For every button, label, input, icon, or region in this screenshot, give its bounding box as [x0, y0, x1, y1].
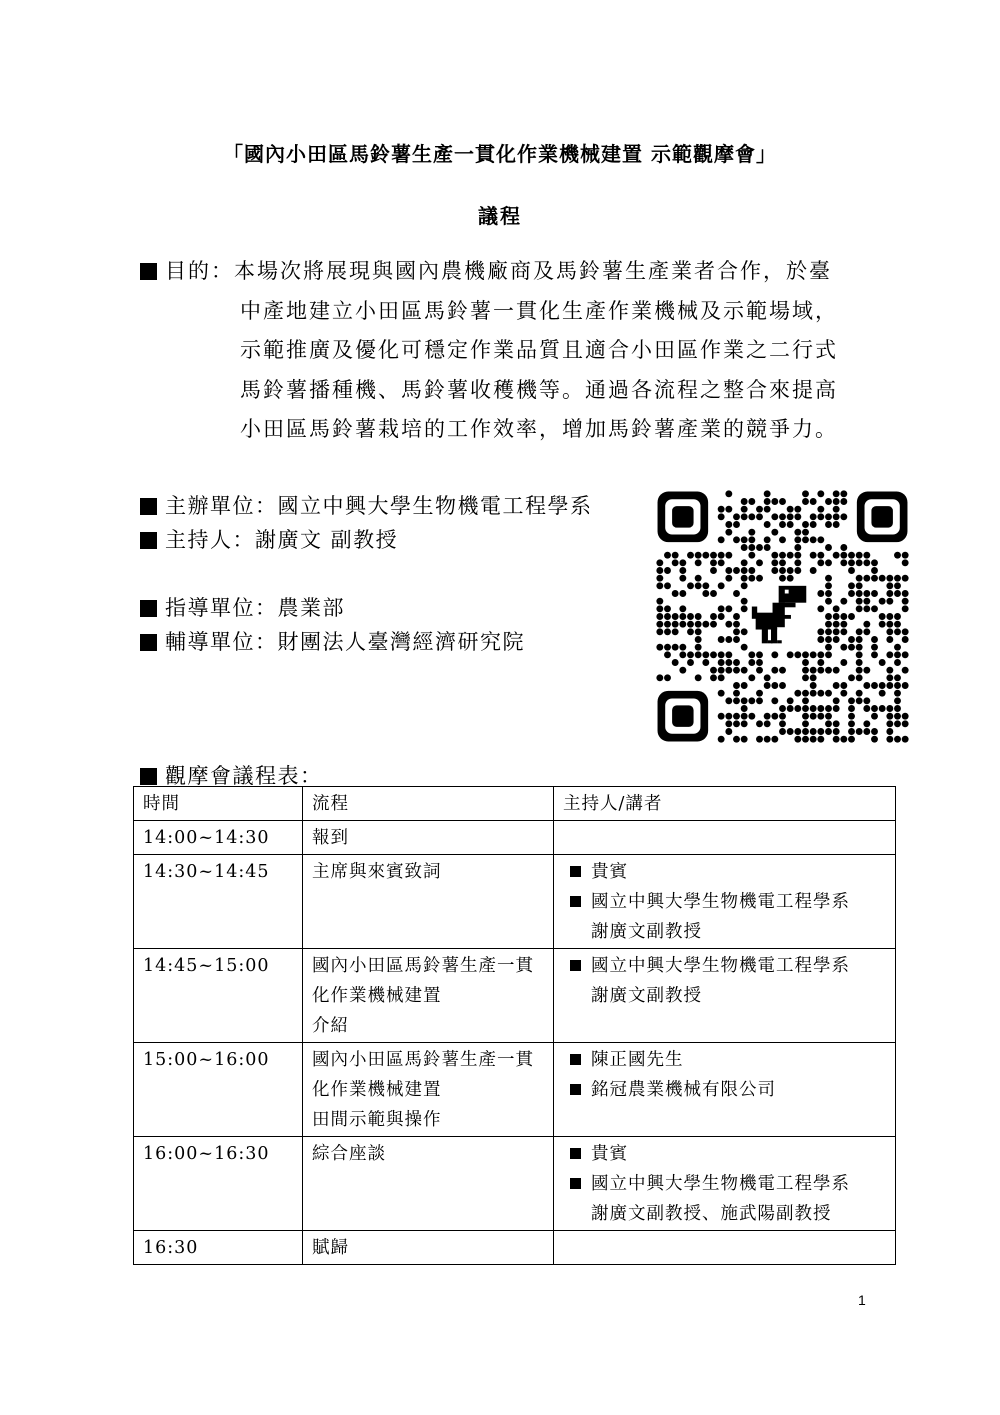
purpose-line: 小田區馬鈴薯栽培的工作效率，增加馬鈴薯產業的競爭力。 — [240, 417, 838, 441]
speaker-cell — [554, 821, 896, 855]
purpose-label: 目的： — [165, 259, 234, 283]
header-flow: 流程 — [303, 787, 554, 821]
flow-cell: 綜合座談 — [303, 1137, 554, 1231]
table-row — [134, 1231, 896, 1265]
square-bullet-icon — [570, 1148, 581, 1159]
speaker-item: 國立中興大學生物機電工程學系 謝廣文副教授 — [563, 951, 886, 1011]
square-bullet-icon — [140, 263, 157, 280]
time-cell: 14:45~15:00 — [134, 949, 303, 1043]
square-bullet-icon — [570, 866, 581, 877]
header-time: 時間 — [134, 787, 303, 821]
page-number: 1 — [858, 1292, 866, 1308]
speaker-item: 貴賓 — [563, 1139, 886, 1169]
square-bullet-icon — [140, 600, 157, 617]
qr-code[interactable] — [656, 490, 909, 743]
flow-cell: 國內小田區馬鈴薯生產一貫 化作業機械建置 田間示範與操作 — [303, 1043, 554, 1137]
schedule-label: 觀摩會議程表： — [140, 760, 323, 790]
table-header-row — [134, 787, 896, 821]
table-row — [134, 821, 896, 855]
table-row — [134, 949, 896, 1043]
time-cell: 16:30 — [134, 1231, 303, 1265]
document-title: 「國內小田區馬鈴薯生產一貫化作業機械建置 示範觀摩會」 — [223, 142, 777, 166]
flow-cell: 報到 — [303, 821, 554, 855]
header-speaker: 主持人/講者 — [554, 787, 896, 821]
assistant-line: 輔導單位：財團法人臺灣經濟研究院 — [140, 626, 525, 656]
time-cell: 14:30~14:45 — [134, 855, 303, 949]
square-bullet-icon — [570, 1054, 581, 1065]
purpose-line: 中產地建立小田區馬鈴薯一貫化生產作業機械及示範場域， — [240, 298, 838, 323]
table-row — [134, 1137, 896, 1231]
time-cell: 15:00~16:00 — [134, 1043, 303, 1137]
table-row — [134, 1043, 896, 1137]
speaker-item: 銘冠農業機械有限公司 — [563, 1075, 886, 1105]
speaker-item: 國立中興大學生物機電工程學系 謝廣文副教授 — [563, 887, 886, 947]
document-subtitle: 議程 — [478, 204, 522, 228]
purpose-line: 目的：本場次將展現與國內農機廠商及馬鈴薯生產業者合作，於臺 — [140, 252, 860, 292]
qr-finder-top-left — [658, 492, 709, 543]
speaker-cell — [554, 1043, 896, 1137]
purpose-line: 示範推廣及優化可穩定作業品質且適合小田區作業之二行式 — [240, 338, 838, 362]
flow-cell: 賦歸 — [303, 1231, 554, 1265]
flow-cell: 國內小田區馬鈴薯生產一貫 化作業機械建置 介紹 — [303, 949, 554, 1043]
agenda-table — [133, 786, 896, 1265]
host-line: 主持人：謝廣文 副教授 — [140, 524, 398, 554]
table-row — [134, 855, 896, 949]
speaker-cell — [554, 1137, 896, 1231]
organizer-line: 主辦單位：國立中興大學生物機電工程學系 — [140, 490, 593, 520]
square-bullet-icon — [140, 498, 157, 515]
square-bullet-icon — [570, 1084, 581, 1095]
supervisor-line: 指導單位：農業部 — [140, 592, 345, 622]
square-bullet-icon — [140, 768, 157, 785]
speaker-item: 陳正國先生 — [563, 1045, 886, 1075]
qr-finder-top-right — [857, 492, 908, 543]
square-bullet-icon — [570, 960, 581, 971]
square-bullet-icon — [140, 532, 157, 549]
speaker-cell — [554, 949, 896, 1043]
purpose-section — [140, 252, 860, 450]
square-bullet-icon — [140, 634, 157, 651]
speaker-cell — [554, 855, 896, 949]
speaker-item: 貴賓 — [563, 857, 886, 887]
purpose-line: 馬鈴薯播種機、馬鈴薯收穫機等。通過各流程之整合來提高 — [240, 377, 838, 402]
flow-cell: 主席與來賓致詞 — [303, 855, 554, 949]
time-cell: 14:00~14:30 — [134, 821, 303, 855]
qr-finder-bottom-left — [658, 691, 709, 742]
square-bullet-icon — [570, 896, 581, 907]
speaker-item: 國立中興大學生物機電工程學系 謝廣文副教授、施武陽副教授 — [563, 1169, 886, 1229]
square-bullet-icon — [570, 1178, 581, 1189]
time-cell: 16:00~16:30 — [134, 1137, 303, 1231]
speaker-cell — [554, 1231, 896, 1265]
